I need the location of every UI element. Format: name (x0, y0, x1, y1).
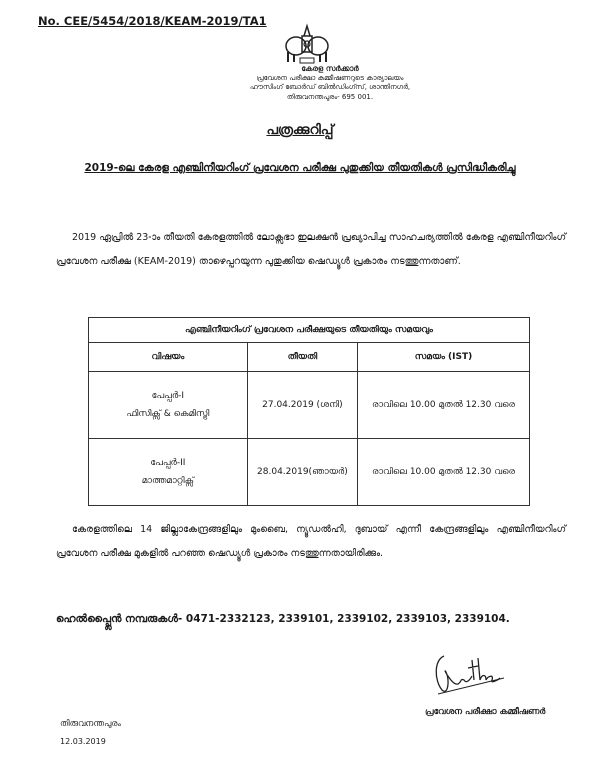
kerala-emblem-icon (282, 22, 332, 64)
time-cell: രാവിലെ 10.00 മുതൽ 12.30 വരെ (358, 372, 530, 439)
exam-schedule-table (88, 317, 530, 506)
date-cell: 27.04.2019 (ശനി) (247, 372, 357, 439)
government-name: കേരള സർക്കാർ (301, 64, 359, 73)
office-header (200, 64, 460, 102)
header-time: സമയം (IST) (358, 343, 530, 372)
table-row (89, 439, 530, 506)
paper-label: പേപ്പർ-II (150, 458, 186, 468)
subject-cell (89, 439, 248, 506)
issue-date: 12.03.2019 (60, 737, 106, 746)
signature-image (430, 650, 510, 698)
document-title: പത്രക്കുറിപ്പ് (266, 122, 334, 138)
header-date: തീയതി (247, 343, 357, 372)
subject-label: ഫിസിക്സ് & കെമിസ്ട്രി (126, 409, 210, 419)
table-row (89, 372, 530, 439)
signatory-title: പ്രവേശന പരീക്ഷാ കമ്മീഷണർ (425, 707, 546, 717)
date-cell: 28.04.2019(ഞായർ) (247, 439, 357, 506)
document-subtitle: 2019-ലെ കേരള എഞ്ചിനീയറിംഗ് പ്രവേശന പരീക്ഷ പുതുക്കിയ തീയതികൾ പ്രസിദ്ധീകരിച്ചു (84, 162, 516, 174)
paper-label: പേപ്പർ-I (151, 391, 185, 401)
header-subject: വിഷയം (89, 343, 248, 372)
office-name: പ്രവേശന പരീക്ഷാ കമ്മീഷണറുടെ കാര്യാലയം (256, 73, 404, 82)
centres-paragraph: കേരളത്തിലെ 14 ജില്ലാകേന്ദ്രങ്ങളിലും മുംബൈ, ന്യൂഡൽഹി, ദുബായ് എന്നീ കേന്ദ്രങ്ങളിലും എഞ്ചിനീയറിംഗ് പ്രവേശന പരീക്ഷ മുകളിൽ പറഞ്ഞ ഷെഡ്യൂൾ പ്രകാരം നടത്തുന്നതായിരിക്കും. (56, 524, 566, 559)
time-cell: രാവിലെ 10.00 മുതൽ 12.30 വരെ (358, 439, 530, 506)
table-caption: എഞ്ചിനീയറിംഗ് പ്രവേശന പരീക്ഷയുടെ തീയതിയും സമയവും (89, 318, 530, 343)
subject-cell (89, 372, 248, 439)
address-line-1: ഹൗസിംഗ് ബോർഡ് ബിൽഡിംഗ്സ്, ശാന്തിനഗർ, (249, 83, 411, 91)
intro-paragraph: 2019 ഏപ്രിൽ 23-ാം തീയതി കേരളത്തിൽ ലോക്സഭാ ഇലക്ഷൻ പ്രഖ്യാപിച്ച സാഹചര്യത്തിൽ കേരള എഞ്ചിനീയറിംഗ് പ്രവേശന പരീക്ഷ (KEAM-2019) താഴെപ്പറയുന്ന പുതുക്കിയ ഷെഡ്യൂൾ പ്രകാരം നടത്തുന്നതാണ്. (56, 232, 566, 267)
address-line-2: തിരുവനന്തപുരം- 695 001. (286, 92, 374, 101)
place: തിരുവനന്തപുരം (60, 719, 121, 729)
subject-label: മാത്തമാറ്റിക്സ് (141, 476, 194, 486)
helpline-numbers: ഹെൽപ്പ്ലൈൻ നമ്പരുകൾ- 0471-2332123, 2339101, 2339102, 2339103, 2339104. (56, 613, 510, 625)
reference-number: No. CEE/5454/2018/KEAM-2019/TA1 (38, 14, 267, 28)
